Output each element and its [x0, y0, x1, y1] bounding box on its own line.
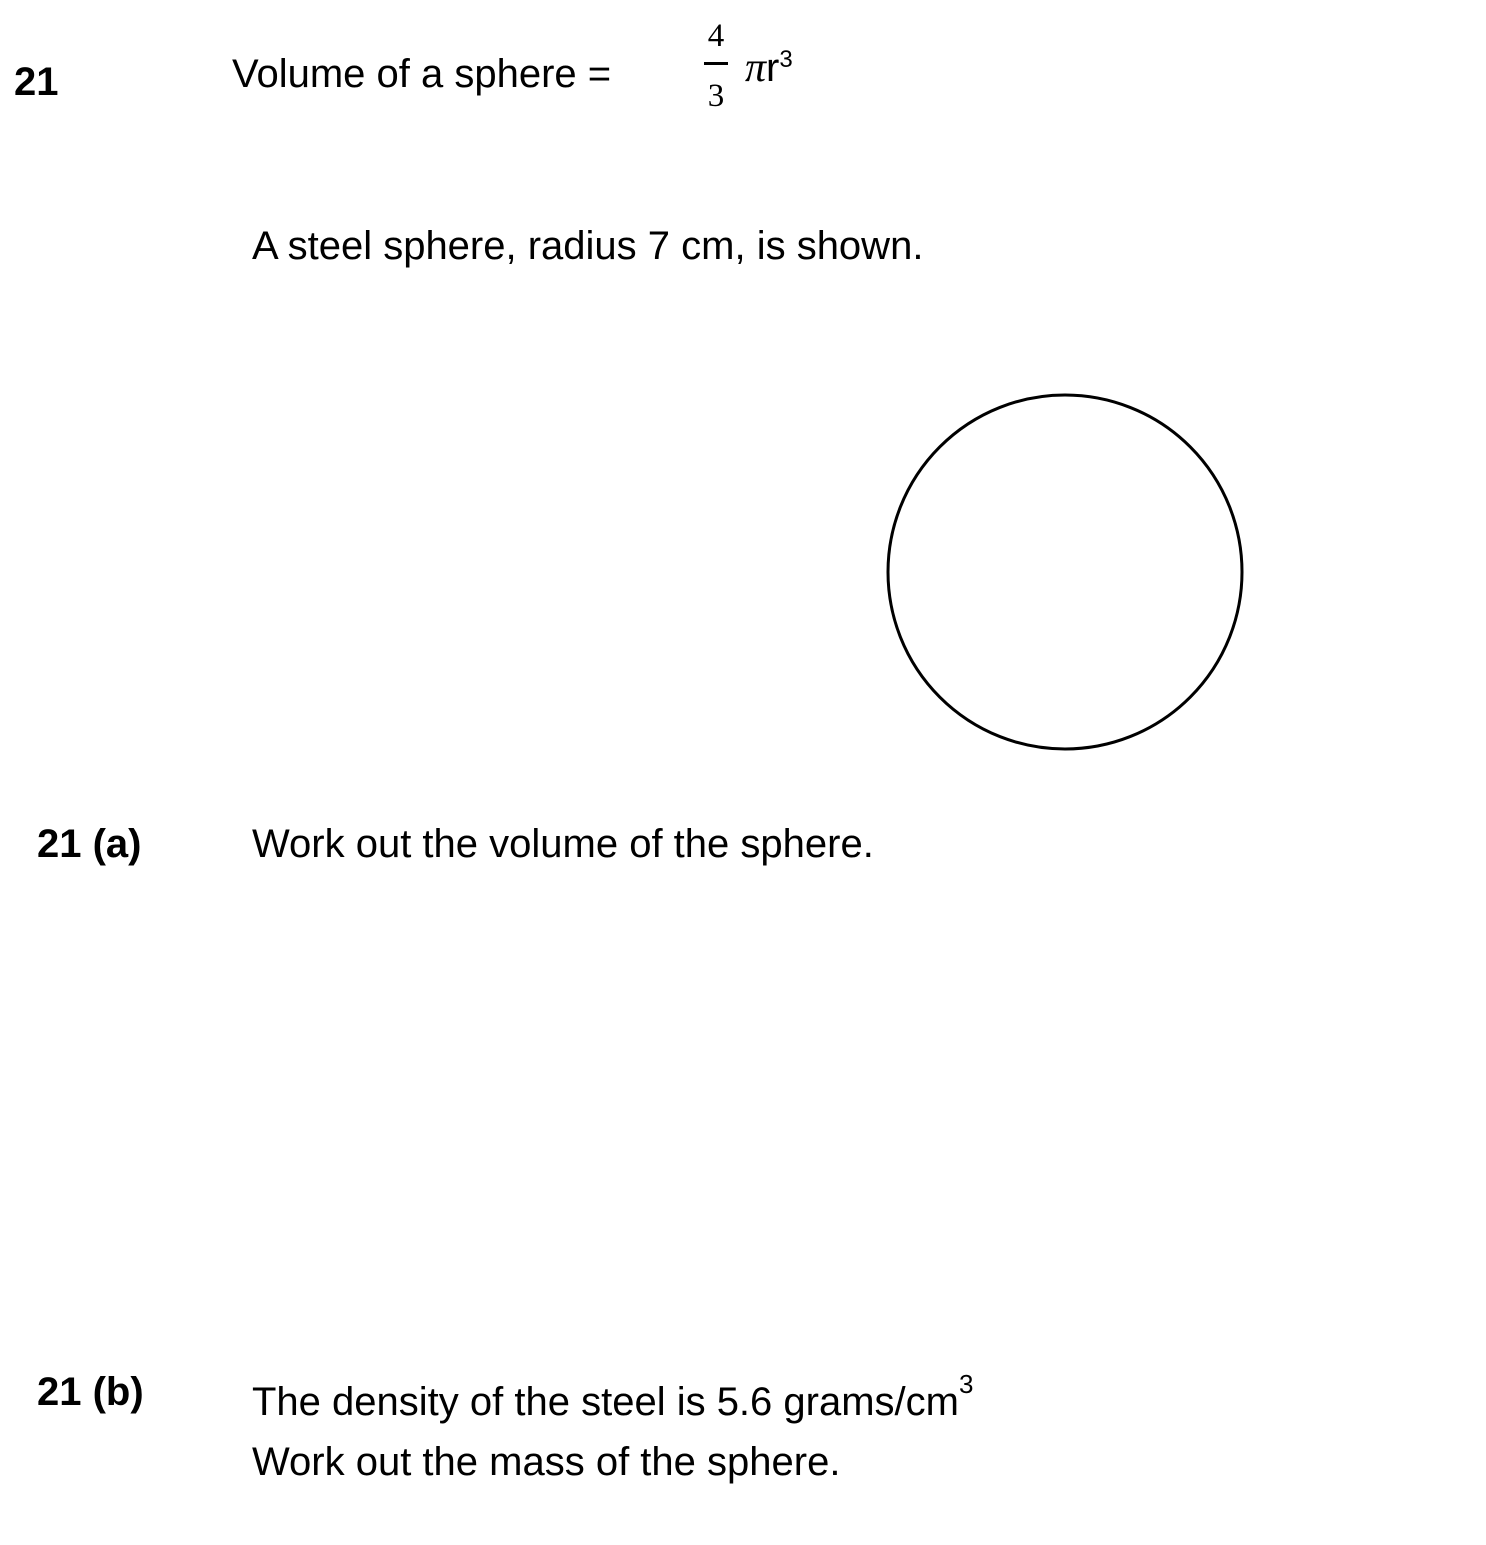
- fraction-numerator: 4: [707, 18, 725, 54]
- radius-exponent: 3: [779, 46, 793, 73]
- radius-variable: r: [766, 46, 780, 90]
- fraction-bar: [704, 62, 728, 65]
- question-intro: A steel sphere, radius 7 cm, is shown.: [252, 224, 924, 268]
- pi-symbol: π: [745, 45, 767, 91]
- sphere-diagram: [880, 388, 1250, 756]
- question-number: 21: [14, 60, 59, 104]
- sphere-circle: [888, 395, 1242, 749]
- formula-lhs: Volume of a sphere =: [232, 52, 612, 96]
- part-a-text: Work out the volume of the sphere.: [252, 822, 874, 866]
- part-b-label: 21 (b): [37, 1370, 144, 1414]
- part-a-label: 21 (a): [37, 822, 142, 866]
- part-b-line1: [252, 1369, 974, 1425]
- part-b-line2: Work out the mass of the sphere.: [252, 1440, 841, 1484]
- fraction-denominator: 3: [707, 78, 725, 114]
- part-b-density-exponent: 3: [958, 1369, 974, 1399]
- formula-rhs: [745, 44, 793, 92]
- part-b-density-text: The density of the steel is 5.6 grams/cm: [252, 1380, 959, 1424]
